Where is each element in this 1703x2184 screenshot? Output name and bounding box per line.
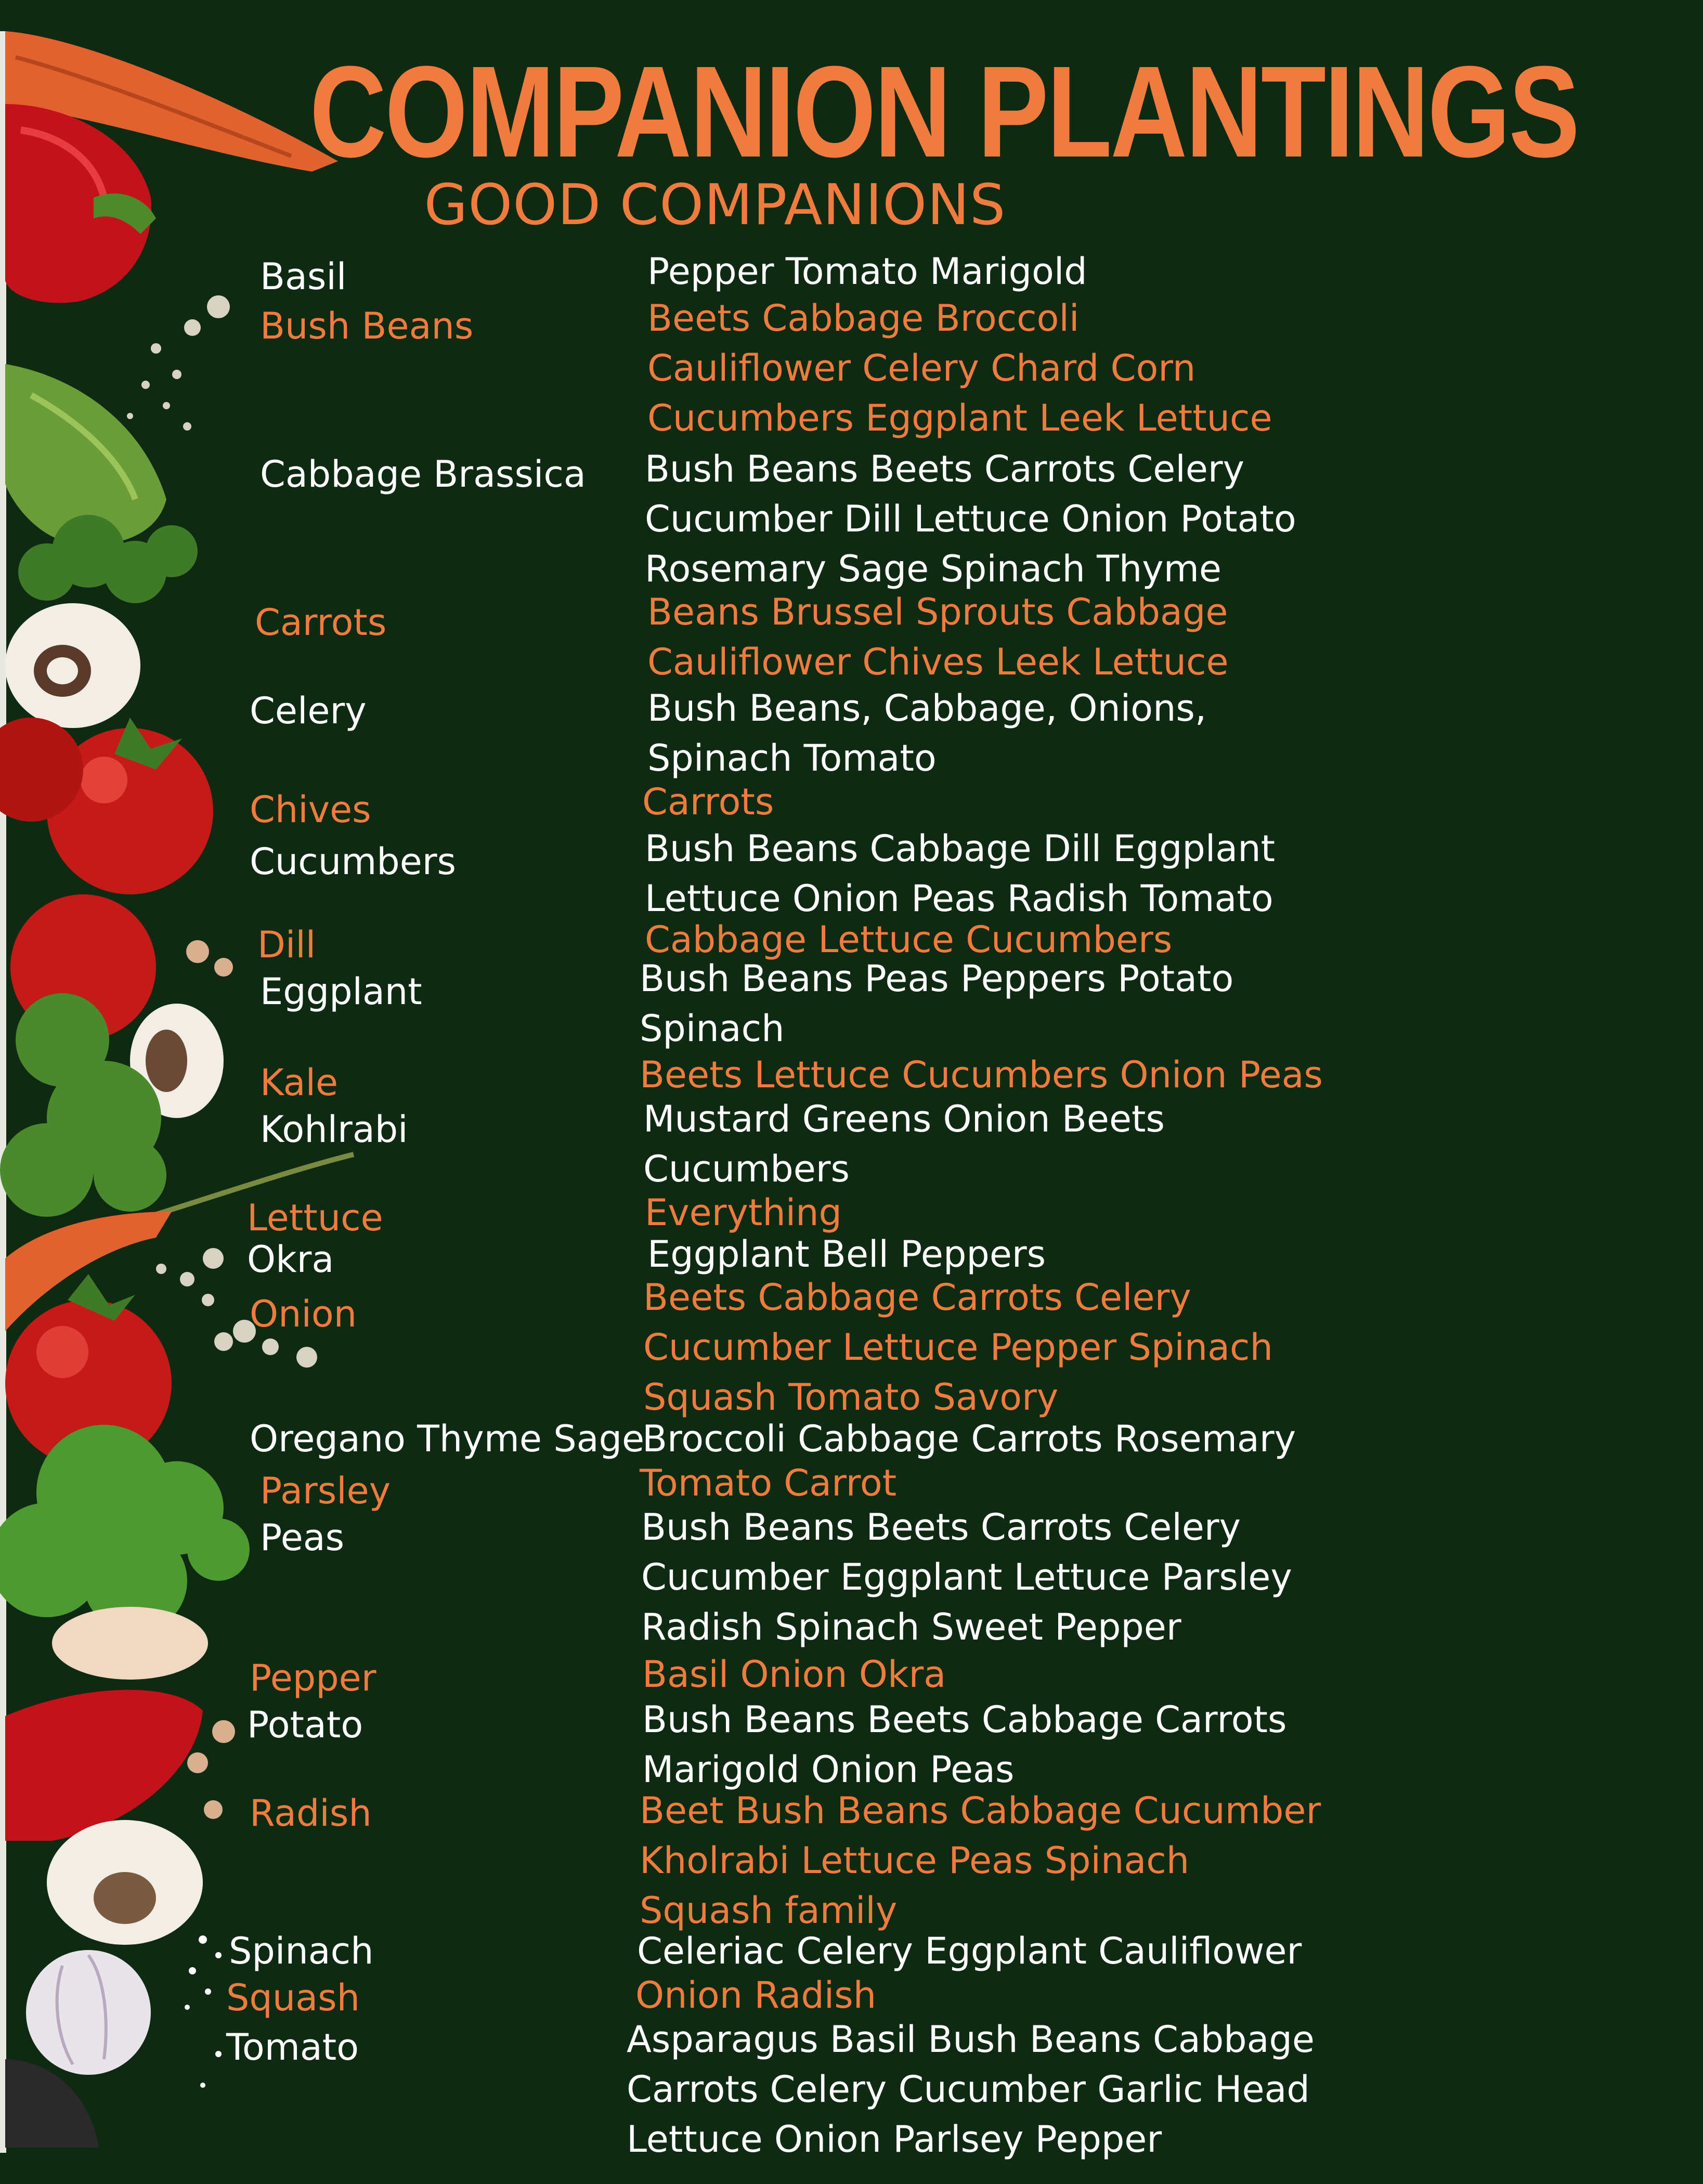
companion-list-line: Carrots bbox=[642, 781, 774, 823]
companion-list-line: Cabbage Lettuce Cucumbers bbox=[645, 918, 1173, 961]
companion-list-line: Beets Cabbage Broccoli bbox=[647, 297, 1080, 340]
plant-name: Lettuce bbox=[247, 1197, 383, 1239]
plant-name: Radish bbox=[250, 1792, 372, 1835]
companion-list-line: Broccoli Cabbage Carrots Rosemary bbox=[642, 1418, 1296, 1460]
companion-list-line: Squash Tomato Savory bbox=[643, 1376, 1059, 1419]
companion-list-line: Radish Spinach Sweet Pepper bbox=[641, 1606, 1181, 1648]
companion-list-line: Cucumber Lettuce Pepper Spinach bbox=[643, 1326, 1273, 1369]
companion-list-line: Tomato Carrot bbox=[640, 1462, 897, 1504]
companion-list-line: Onion Radish bbox=[635, 1974, 877, 2017]
companion-list-line: Bush Beans Beets Carrots Celery bbox=[645, 448, 1245, 490]
companion-list-line: Everything bbox=[645, 1191, 842, 1234]
plant-name: Kohlrabi bbox=[260, 1108, 408, 1151]
red-pepper-illustration-2 bbox=[5, 1690, 203, 1841]
salt-scatter bbox=[185, 1935, 222, 2088]
companion-list-line: Bush Beans, Cabbage, Onions, bbox=[647, 687, 1207, 730]
companion-list-line: Eggplant Bell Peppers bbox=[647, 1233, 1046, 1276]
plant-name: Cucumbers bbox=[250, 840, 457, 883]
companion-list-line: Marigold Onion Peas bbox=[642, 1748, 1015, 1791]
plant-name: Bush Beans bbox=[260, 305, 474, 347]
plant-name: Basil bbox=[260, 255, 347, 298]
companion-list-line: Mustard Greens Onion Beets bbox=[643, 1098, 1165, 1140]
companion-list-line: Beans Brussel Sprouts Cabbage bbox=[647, 591, 1228, 633]
plant-name: Dill bbox=[257, 924, 316, 966]
mushroom-illustration-3 bbox=[47, 1820, 203, 1945]
garlic-illustration bbox=[26, 1950, 151, 2075]
tomato-illustration bbox=[0, 718, 213, 1040]
companion-list-line: Bush Beans Cabbage Dill Eggplant bbox=[645, 827, 1276, 870]
plant-name: Kale bbox=[260, 1061, 339, 1104]
plant-name: Spinach bbox=[229, 1930, 374, 1972]
companion-list-line: Lettuce Onion Parlsey Pepper bbox=[627, 2118, 1162, 2161]
plant-name: Cabbage Brassica bbox=[260, 453, 586, 496]
parsley-illustration-2 bbox=[0, 1425, 250, 1633]
plant-name: Parsley bbox=[260, 1470, 391, 1512]
companion-list-line: Bush Beans Beets Cabbage Carrots bbox=[642, 1698, 1287, 1741]
companion-list-line: Bush Beans Peas Peppers Potato bbox=[640, 957, 1234, 1000]
plant-name: Carrots bbox=[255, 601, 387, 644]
plant-name: Potato bbox=[247, 1704, 363, 1746]
seed-scatter bbox=[127, 295, 230, 431]
companion-list-line: Cauliflower Celery Chard Corn bbox=[647, 347, 1196, 389]
plant-name: Oregano Thyme Sage bbox=[250, 1418, 645, 1460]
plant-name: Chives bbox=[250, 788, 371, 831]
companion-list-line: Carrots Celery Cucumber Garlic Head bbox=[627, 2068, 1310, 2111]
poster-subtitle: GOOD COMPANIONS bbox=[424, 173, 1006, 238]
companion-list-line: Beets Cabbage Carrots Celery bbox=[643, 1276, 1191, 1319]
mushroom-illustration bbox=[5, 603, 140, 728]
companion-list-line: Spinach bbox=[640, 1007, 785, 1050]
companion-list-line: Bush Beans Beets Carrots Celery bbox=[641, 1506, 1241, 1549]
plant-name: Tomato bbox=[226, 2026, 359, 2069]
plant-name: Celery bbox=[250, 690, 367, 732]
plant-name: Okra bbox=[247, 1238, 334, 1281]
poster-title: COMPANION PLANTINGS bbox=[309, 39, 1578, 184]
companion-list-line: Cucumber Dill Lettuce Onion Potato bbox=[645, 498, 1296, 540]
vegetable-border-illustration bbox=[0, 0, 291, 2184]
companion-list-line: Cucumbers bbox=[643, 1148, 850, 1190]
companion-list-line: Beet Bush Beans Cabbage Cucumber bbox=[640, 1789, 1321, 1832]
plant-name: Onion bbox=[250, 1293, 357, 1335]
companion-list-line: Cucumbers Eggplant Leek Lettuce bbox=[647, 397, 1272, 439]
plant-name: Peas bbox=[260, 1516, 345, 1559]
plant-name: Pepper bbox=[250, 1657, 376, 1699]
companion-list-line: Beets Lettuce Cucumbers Onion Peas bbox=[640, 1054, 1323, 1096]
companion-list-line: Asparagus Basil Bush Beans Cabbage bbox=[627, 2018, 1315, 2061]
companion-list-line: Basil Onion Okra bbox=[642, 1653, 946, 1696]
plant-name: Squash bbox=[226, 1977, 360, 2019]
companion-list-line: Celeriac Celery Eggplant Cauliflower bbox=[637, 1930, 1302, 1972]
plant-name: Eggplant bbox=[260, 970, 422, 1013]
companion-list-line: Cauliflower Chives Leek Lettuce bbox=[647, 641, 1229, 683]
companion-list-line: Rosemary Sage Spinach Thyme bbox=[645, 548, 1221, 590]
companion-list-line: Squash family bbox=[640, 1889, 898, 1932]
companion-list-line: Pepper Tomato Marigold bbox=[647, 250, 1087, 293]
companion-list-line: Cucumber Eggplant Lettuce Parsley bbox=[641, 1556, 1292, 1598]
companion-list-line: Spinach Tomato bbox=[647, 737, 937, 779]
companion-list-line: Kholrabi Lettuce Peas Spinach bbox=[640, 1839, 1190, 1882]
companion-list-line: Lettuce Onion Peas Radish Tomato bbox=[645, 877, 1273, 920]
